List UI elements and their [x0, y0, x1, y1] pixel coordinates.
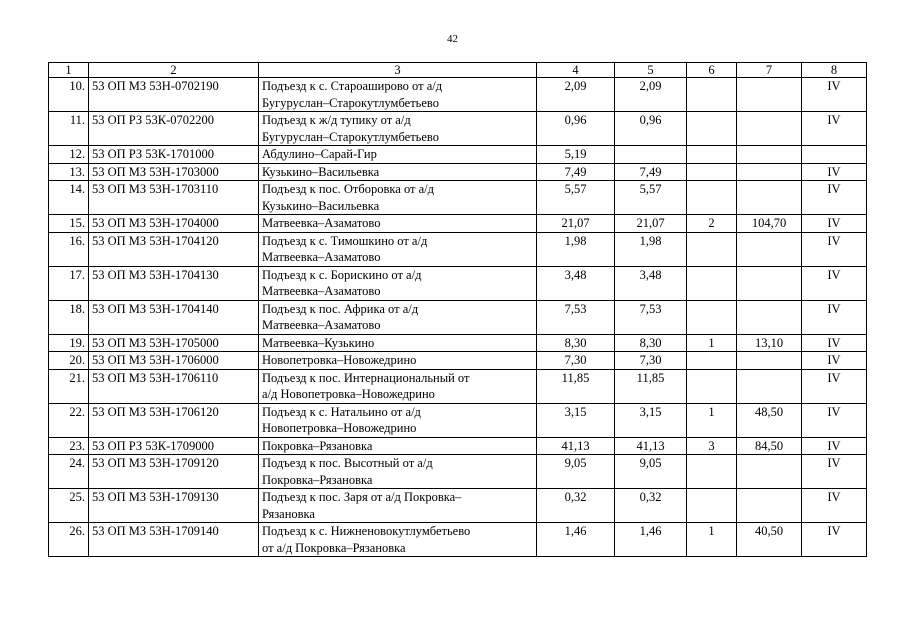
col4-cell: 21,07	[537, 215, 615, 233]
road-name-line: Покровка–Рязановка	[262, 438, 373, 453]
table-row	[49, 181, 867, 215]
col5-cell	[615, 146, 687, 164]
col4-cell: 41,13	[537, 437, 615, 455]
road-name-line: Новопетровка–Новожедрино	[262, 421, 417, 435]
col8-cell: IV	[802, 215, 867, 233]
col8-cell: IV	[802, 489, 867, 523]
row-number-cell: 17.	[49, 266, 89, 300]
col6-cell	[687, 455, 737, 489]
col7-cell: 48,50	[737, 403, 802, 437]
row-number-cell: 19.	[49, 334, 89, 352]
road-name-cell	[259, 215, 537, 233]
table-row	[49, 489, 867, 523]
road-name-line: Подъезд к с. Староаширово от а/д	[262, 79, 443, 93]
road-name-line: Матвеевка–Азаматово	[262, 318, 381, 332]
col7-cell	[737, 352, 802, 370]
col4-cell: 2,09	[537, 78, 615, 112]
row-number-cell: 26.	[49, 523, 89, 557]
road-code-cell: 53 ОП РЗ 53К-1701000	[89, 146, 259, 164]
road-name-line: Подъезд к с. Тимошкино от а/д	[262, 233, 428, 248]
road-name-line: Подъезд к пос. Заря от а/д Покровка–	[262, 490, 462, 504]
row-number-cell: 22.	[49, 403, 89, 437]
col5-cell: 41,13	[615, 437, 687, 455]
road-code-cell: 53 ОП МЗ 53Н-0702190	[89, 78, 259, 112]
col4-cell: 0,32	[537, 489, 615, 523]
road-name-line: Матвеевка–Кузькино	[262, 335, 375, 350]
road-name-cell	[259, 437, 537, 455]
col7-cell	[737, 181, 802, 215]
road-name-line: Подъезд к с. Борискино от а/д	[262, 267, 422, 282]
col4-cell: 3,15	[537, 403, 615, 437]
col5-cell: 11,85	[615, 369, 687, 403]
col5-cell: 8,30	[615, 334, 687, 352]
col7-cell	[737, 112, 802, 146]
road-name-cell	[259, 523, 537, 557]
table-row	[49, 112, 867, 146]
road-name-line: Матвеевка–Азаматово	[262, 250, 381, 264]
col6-cell: 1	[687, 403, 737, 437]
road-code-cell: 53 ОП РЗ 53К-1709000	[89, 437, 259, 455]
col6-cell	[687, 146, 737, 164]
road-code-cell: 53 ОП МЗ 53Н-1704130	[89, 266, 259, 300]
col4-cell: 7,49	[537, 163, 615, 181]
road-name-cell	[259, 352, 537, 370]
header-cell: 8	[802, 63, 867, 78]
table-row	[49, 300, 867, 334]
col5-cell: 1,46	[615, 523, 687, 557]
col4-cell: 8,30	[537, 334, 615, 352]
road-name-cell	[259, 232, 537, 266]
col6-cell	[687, 181, 737, 215]
col7-cell: 84,50	[737, 437, 802, 455]
col8-cell: IV	[802, 352, 867, 370]
row-number-cell: 12.	[49, 146, 89, 164]
road-name-line: Матвеевка–Азаматово	[262, 284, 381, 298]
col6-cell: 3	[687, 437, 737, 455]
col8-cell: IV	[802, 300, 867, 334]
col4-cell: 0,96	[537, 112, 615, 146]
col4-cell: 3,48	[537, 266, 615, 300]
road-name-cell	[259, 489, 537, 523]
col4-cell: 5,19	[537, 146, 615, 164]
road-code-cell: 53 ОП МЗ 53Н-1706000	[89, 352, 259, 370]
col5-cell: 2,09	[615, 78, 687, 112]
road-code-cell: 53 ОП МЗ 53Н-1703000	[89, 163, 259, 181]
row-number-cell: 18.	[49, 300, 89, 334]
row-number-cell: 23.	[49, 437, 89, 455]
table-row	[49, 78, 867, 112]
col5-cell: 7,30	[615, 352, 687, 370]
road-name-line: Подъезд к пос. Отборовка от а/д	[262, 182, 434, 196]
row-number-cell: 11.	[49, 112, 89, 146]
col5-cell: 1,98	[615, 232, 687, 266]
road-name-line: Матвеевка–Азаматово	[262, 216, 381, 230]
col8-cell: IV	[802, 369, 867, 403]
header-cell: 1	[49, 63, 89, 78]
row-number-cell: 24.	[49, 455, 89, 489]
col6-cell: 1	[687, 334, 737, 352]
col6-cell	[687, 352, 737, 370]
col7-cell	[737, 300, 802, 334]
col8-cell: IV	[802, 455, 867, 489]
col5-cell: 0,96	[615, 112, 687, 146]
col5-cell: 5,57	[615, 181, 687, 215]
col8-cell: IV	[802, 334, 867, 352]
road-name-cell	[259, 403, 537, 437]
row-number-cell: 21.	[49, 369, 89, 403]
road-name-cell	[259, 78, 537, 112]
table-row	[49, 523, 867, 557]
road-code-cell: 53 ОП МЗ 53Н-1709130	[89, 489, 259, 523]
table-row	[49, 455, 867, 489]
col6-cell	[687, 369, 737, 403]
road-name-cell	[259, 146, 537, 164]
row-number-cell: 16.	[49, 232, 89, 266]
col5-cell: 9,05	[615, 455, 687, 489]
road-code-cell: 53 ОП РЗ 53К-0702200	[89, 112, 259, 146]
col8-cell: IV	[802, 266, 867, 300]
road-name-cell	[259, 334, 537, 352]
road-name-line: Кузькино–Васильевка	[262, 164, 380, 179]
roads-table	[48, 62, 867, 557]
col4-cell: 1,46	[537, 523, 615, 557]
header-cell: 2	[89, 63, 259, 78]
road-code-cell: 53 ОП МЗ 53Н-1704120	[89, 232, 259, 266]
col6-cell	[687, 300, 737, 334]
col7-cell	[737, 266, 802, 300]
col7-cell	[737, 146, 802, 164]
header-cell: 3	[259, 63, 537, 78]
road-name-line: Абдулино–Сарай-Гир	[262, 147, 377, 161]
row-number-cell: 14.	[49, 181, 89, 215]
col7-cell	[737, 369, 802, 403]
col8-cell: IV	[802, 78, 867, 112]
col5-cell: 7,49	[615, 163, 687, 181]
road-name-line: Подъезд к ж/д тупику от а/д	[262, 113, 411, 127]
road-name-line: Кузькино–Васильевка	[262, 198, 380, 213]
road-name-cell	[259, 266, 537, 300]
col7-cell: 13,10	[737, 334, 802, 352]
road-name-line: Подъезд к с. Нижненовокутлумбетьево	[262, 524, 471, 538]
road-code-cell: 53 ОП МЗ 53Н-1709120	[89, 455, 259, 489]
road-name-cell	[259, 300, 537, 334]
col6-cell: 1	[687, 523, 737, 557]
col6-cell	[687, 112, 737, 146]
road-code-cell: 53 ОП МЗ 53Н-1706110	[89, 369, 259, 403]
col8-cell	[802, 146, 867, 164]
col4-cell: 9,05	[537, 455, 615, 489]
col7-cell	[737, 489, 802, 523]
table-row	[49, 334, 867, 352]
col7-cell	[737, 455, 802, 489]
col8-cell: IV	[802, 232, 867, 266]
col5-cell: 3,15	[615, 403, 687, 437]
col4-cell: 7,53	[537, 300, 615, 334]
road-name-line: Подъезд к с. Натальино от а/д	[262, 404, 421, 419]
table-row	[49, 232, 867, 266]
col7-cell	[737, 232, 802, 266]
row-number-cell: 15.	[49, 215, 89, 233]
col5-cell: 21,07	[615, 215, 687, 233]
col6-cell	[687, 232, 737, 266]
row-number-cell: 13.	[49, 163, 89, 181]
col6-cell	[687, 163, 737, 181]
road-name-line: от а/д Покровка–Рязановка	[262, 540, 406, 555]
header-cell: 4	[537, 63, 615, 78]
road-name-cell	[259, 112, 537, 146]
col7-cell: 40,50	[737, 523, 802, 557]
table-row	[49, 146, 867, 164]
road-name-line: а/д Новопетровка–Новожедрино	[262, 387, 435, 401]
col5-cell: 0,32	[615, 489, 687, 523]
col8-cell: IV	[802, 181, 867, 215]
table-row	[49, 352, 867, 370]
road-code-cell: 53 ОП МЗ 53Н-1706120	[89, 403, 259, 437]
col4-cell: 5,57	[537, 181, 615, 215]
road-code-cell: 53 ОП МЗ 53Н-1704140	[89, 300, 259, 334]
page-number: 42	[447, 33, 458, 45]
header-row	[49, 63, 867, 78]
table-row	[49, 403, 867, 437]
road-name-line: Бугуруслан–Старокутлумбетьево	[262, 129, 439, 144]
col7-cell	[737, 78, 802, 112]
col4-cell: 11,85	[537, 369, 615, 403]
road-code-cell: 53 ОП МЗ 53Н-1705000	[89, 334, 259, 352]
road-name-line: Рязановка	[262, 506, 315, 521]
header-cell: 6	[687, 63, 737, 78]
road-name-cell	[259, 181, 537, 215]
col8-cell: IV	[802, 437, 867, 455]
road-code-cell: 53 ОП МЗ 53Н-1704000	[89, 215, 259, 233]
road-name-line: Подъезд к пос. Африка от а/д	[262, 301, 419, 316]
col6-cell: 2	[687, 215, 737, 233]
header-cell: 5	[615, 63, 687, 78]
road-name-cell	[259, 455, 537, 489]
col6-cell	[687, 266, 737, 300]
col7-cell	[737, 163, 802, 181]
road-code-cell: 53 ОП МЗ 53Н-1703110	[89, 181, 259, 215]
col4-cell: 7,30	[537, 352, 615, 370]
col8-cell: IV	[802, 163, 867, 181]
table-row	[49, 369, 867, 403]
table-row	[49, 266, 867, 300]
road-code-cell: 53 ОП МЗ 53Н-1709140	[89, 523, 259, 557]
table-row	[49, 437, 867, 455]
table-row	[49, 215, 867, 233]
col4-cell: 1,98	[537, 232, 615, 266]
col7-cell: 104,70	[737, 215, 802, 233]
col6-cell	[687, 78, 737, 112]
road-name-line: Новопетровка–Новожедрино	[262, 353, 417, 367]
row-number-cell: 10.	[49, 78, 89, 112]
col8-cell: IV	[802, 403, 867, 437]
col6-cell	[687, 489, 737, 523]
road-name-cell	[259, 369, 537, 403]
road-name-line: Подъезд к пос. Высотный от а/д	[262, 456, 433, 470]
road-name-line: Покровка–Рязановка	[262, 472, 373, 487]
col8-cell: IV	[802, 523, 867, 557]
header-cell: 7	[737, 63, 802, 78]
col8-cell: IV	[802, 112, 867, 146]
road-name-line: Бугуруслан–Старокутлумбетьево	[262, 95, 439, 110]
row-number-cell: 25.	[49, 489, 89, 523]
road-name-line: Подъезд к пос. Интернациональный от	[262, 370, 470, 385]
road-name-cell	[259, 163, 537, 181]
row-number-cell: 20.	[49, 352, 89, 370]
table-row	[49, 163, 867, 181]
col5-cell: 7,53	[615, 300, 687, 334]
col5-cell: 3,48	[615, 266, 687, 300]
